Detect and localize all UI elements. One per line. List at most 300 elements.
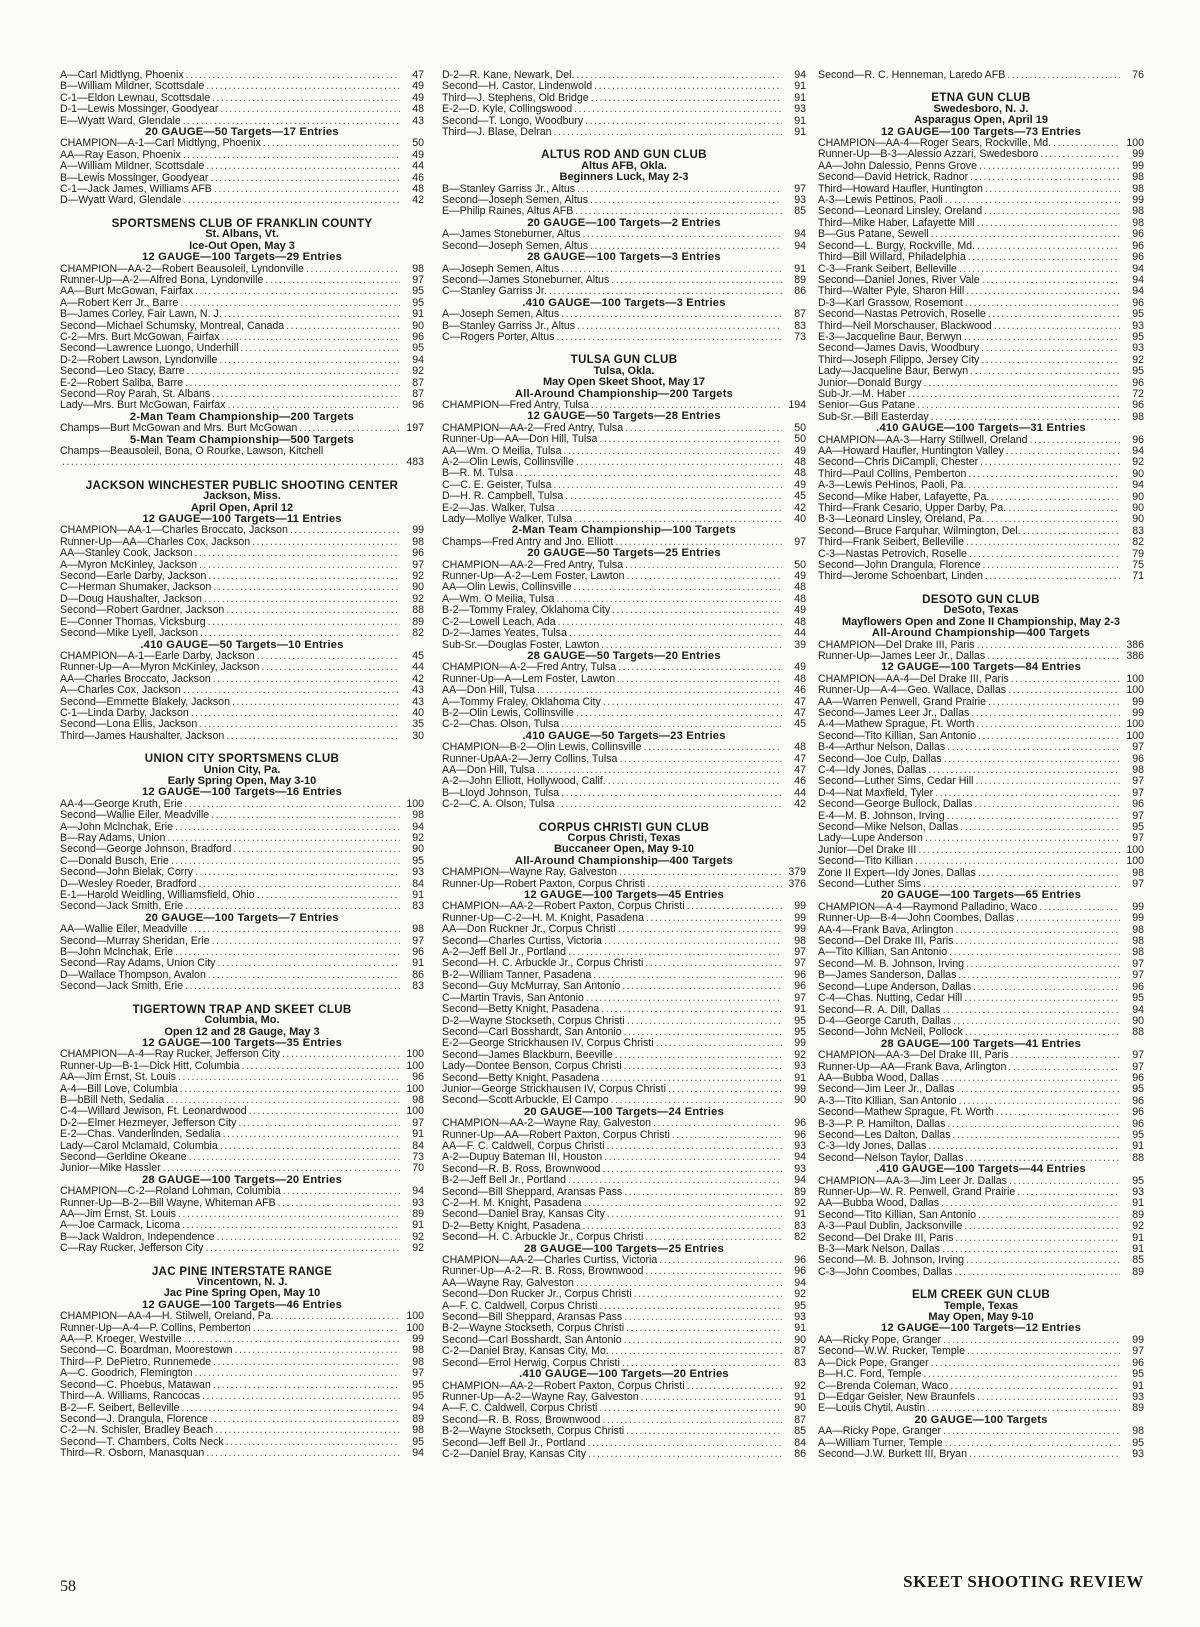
leader-dots <box>194 548 400 559</box>
leader-dots <box>602 1164 782 1175</box>
leader-dots <box>189 924 400 935</box>
event-heading: 5-Man Team Championship—500 Targets <box>129 434 355 446</box>
shooter-entry: Second—Michael Schumsky, Montreal, Canada <box>60 320 285 332</box>
shooter-entry: Runner-Up—A-2—Wayne Ray, Galveston <box>442 1391 639 1403</box>
shooter-entry: C-2—Mrs. Burt McGowan, Fairfax <box>60 331 220 343</box>
leader-dots <box>656 1038 782 1049</box>
score: 91 <box>412 309 424 321</box>
leader-dots <box>62 457 400 468</box>
leader-dots <box>966 959 1120 970</box>
shooter-entry: Runner-Up—A-2—Alfred Bona, Lyndonville <box>60 274 264 286</box>
leader-dots <box>624 1061 782 1072</box>
score: 98 <box>1132 411 1144 423</box>
result-row <box>818 229 1144 240</box>
result-row <box>442 1061 806 1072</box>
shooter-entry: Third—Mike Haber, Lafayette Mill <box>818 217 975 229</box>
club-name: SPORTSMENS CLUB OF FRANKLIN COUNTY <box>111 217 373 230</box>
shooter-entry: C-2—Lowell Leach, Ada <box>442 616 556 628</box>
result-row <box>60 1448 424 1459</box>
score: 95 <box>1132 366 1144 378</box>
shooter-entry: B—R. M. Tulsa <box>442 468 514 480</box>
shooter-entry: A—Carl Midtlyng, Phoenix <box>60 70 184 81</box>
leader-dots <box>282 1049 400 1060</box>
score: 99 <box>794 924 806 936</box>
shooter-entry: Second—J.W. Burkett III, Bryan <box>818 1448 967 1460</box>
event-subheading: St. Albans, Vt. <box>205 229 279 241</box>
score: 96 <box>1132 1072 1144 1084</box>
shooter-entry: CHAMPION—A-4—Ray Rucker, Jefferson City <box>60 1049 280 1061</box>
shooter-entry: CHAMPION—AA-2—Robert Beausoleil, Lyndonville <box>60 263 304 275</box>
score: 49 <box>412 92 424 104</box>
shooter-entry: Second—Daniel Jones, River Vale <box>818 274 980 286</box>
score: 95 <box>1132 331 1144 343</box>
result-row <box>818 1141 1144 1152</box>
club-name: JACKSON WINCHESTER PUBLIC SHOOTING CENTER <box>85 479 399 492</box>
result-row <box>60 93 424 104</box>
score: 95 <box>412 343 424 355</box>
shooter-entry: CHAMPION—AA-2—Fred Antry, Tulsa <box>442 559 624 571</box>
result-row <box>442 468 806 479</box>
result-row <box>818 833 1144 844</box>
result-row <box>60 81 424 92</box>
result-row <box>60 617 424 628</box>
score: 98 <box>1132 764 1144 776</box>
shooter-entry: D-4—George Caruth, Dallas <box>818 1015 952 1027</box>
score: 91 <box>794 1072 806 1084</box>
score: 91 <box>1132 1380 1144 1392</box>
score: 83 <box>1132 525 1144 537</box>
score: 97 <box>794 947 806 959</box>
result-row <box>60 628 424 639</box>
leader-dots <box>644 742 782 753</box>
shooter-entry: Second—T. Longo, Woodbury <box>442 115 584 127</box>
shooter-entry: A—C. Goodrich, Flemington <box>60 1368 193 1380</box>
result-row <box>442 947 806 958</box>
score: 95 <box>1132 1175 1144 1187</box>
leader-dots <box>908 389 1120 400</box>
event-subheading: Beginners Luck, May 2-3 <box>559 172 689 184</box>
shooter-entry: B—William Mildner, Scottsdale <box>60 81 205 93</box>
result-row <box>442 241 806 252</box>
result-row <box>60 116 424 127</box>
result-row <box>442 765 806 776</box>
score: 93 <box>1132 1391 1144 1403</box>
result-row <box>818 206 1144 217</box>
score: 197 <box>406 423 424 435</box>
leader-dots <box>942 1005 1120 1016</box>
magazine-title: SKEET SHOOTING REVIEW <box>903 1572 1144 1591</box>
event-subheading: Tulsa, Okla. <box>593 365 655 377</box>
score: 49 <box>794 662 806 674</box>
leader-dots <box>1023 526 1120 537</box>
result-row <box>60 1186 424 1197</box>
score: 96 <box>794 1266 806 1278</box>
event-heading: 2-Man Team Championship—200 Targets <box>129 411 355 423</box>
leader-dots <box>687 1381 782 1392</box>
result-row <box>60 548 424 559</box>
leader-dots <box>624 1027 782 1038</box>
leader-dots <box>975 776 1120 787</box>
event-heading: 12 GAUGE—100 Targets—73 Entries <box>881 126 1081 138</box>
result-row <box>442 1209 806 1220</box>
shooter-entry: Second—Carl Bosshardt, San Antonio <box>442 1334 622 1346</box>
score: 97 <box>412 274 424 286</box>
shooter-entry: CHAMPION—AA-2—Charles Curtiss, Victoria <box>442 1255 658 1267</box>
page-number: 58 <box>60 1578 76 1595</box>
leader-dots <box>947 811 1120 822</box>
shooter-entry: Third—Frank Cesario, Upper Darby, Pa. <box>818 503 1007 515</box>
shooter-entry: CHAMPION—Wayne Ray, Galveston <box>442 867 617 879</box>
score: 45 <box>412 650 424 662</box>
score: 96 <box>412 1072 424 1084</box>
shooter-entry: Second—Nelson Taylor, Dallas <box>818 1152 964 1164</box>
score: 47 <box>794 707 806 719</box>
result-row <box>442 286 806 297</box>
shooter-entry: Third—Bill Willard, Philadelphia <box>818 252 966 264</box>
shooter-entry: Second—Mike Nelson, Dallas <box>818 822 959 833</box>
score: 96 <box>1132 240 1144 252</box>
leader-dots <box>261 662 400 673</box>
score: 100 <box>406 1060 424 1072</box>
score: 42 <box>412 673 424 685</box>
score: 92 <box>1132 457 1144 469</box>
result-row <box>818 913 1144 924</box>
leader-dots <box>232 697 400 708</box>
result-row <box>442 981 806 992</box>
event-heading: 12 GAUGE—100 Targets—35 Entries <box>142 1037 342 1049</box>
shooter-entry: CHAMPION—AA-2—Robert Paxton, Corpus Christi <box>442 1380 685 1392</box>
leader-dots <box>923 879 1120 890</box>
score: 99 <box>1132 1334 1144 1346</box>
event-subheading: Early Spring Open, May 3-10 <box>167 775 317 787</box>
event-heading: 12 GAUGE—100 Targets—45 Entries <box>524 890 724 902</box>
score: 70 <box>412 1163 424 1175</box>
result-row <box>818 845 1144 856</box>
event-heading: 28 GAUGE—100 Targets—41 Entries <box>881 1038 1081 1050</box>
leader-dots <box>923 1369 1120 1380</box>
shooter-entry: Lady—Mollye Walker, Tulsa <box>442 514 573 526</box>
leader-dots <box>970 366 1120 377</box>
score: 95 <box>412 1436 424 1448</box>
result-row <box>442 1255 806 1266</box>
score: 71 <box>1132 571 1144 583</box>
result-row <box>442 1004 806 1015</box>
result-row <box>818 492 1144 503</box>
score: 48 <box>794 742 806 754</box>
shooter-entry: B—John Mclnchak, Erie <box>60 947 174 959</box>
result-row <box>60 662 424 673</box>
result-row <box>442 674 806 685</box>
leader-dots <box>206 81 400 92</box>
score: 89 <box>412 1209 424 1220</box>
result-row <box>818 321 1144 332</box>
score: 90 <box>794 1095 806 1107</box>
leader-dots <box>627 1016 782 1027</box>
shooter-entry: E-4—M. B. Johnson, Irving <box>818 810 945 822</box>
shooter-entry: C-2—Daniel Bray, Kansas City <box>442 1448 587 1460</box>
shooter-entry: A—John Mclnchak, Erie <box>60 821 174 833</box>
result-row <box>60 355 424 366</box>
result-row <box>818 503 1144 514</box>
score: 50 <box>412 138 424 150</box>
shooter-entry: C-2—Chas. Olson, Tulsa <box>442 719 560 731</box>
result-row <box>818 355 1144 366</box>
result-row <box>442 1415 806 1426</box>
result-row <box>60 981 424 992</box>
score: 99 <box>794 1038 806 1050</box>
shooter-entry: D—Doug Haushalter, Jackson <box>60 593 202 605</box>
score: 99 <box>794 1083 806 1095</box>
leader-dots <box>918 845 1120 856</box>
score: 95 <box>412 297 424 309</box>
score: 48 <box>794 468 806 480</box>
leader-dots <box>980 457 1120 468</box>
shooter-entry: AA—Don Ruckner Jr., Corpus Christi <box>442 924 616 936</box>
result-row <box>60 1232 424 1243</box>
leader-dots <box>556 594 782 605</box>
shooter-entry: A-3—Tito Killian, San Antonio <box>818 1095 957 1107</box>
result-row <box>60 525 424 536</box>
leader-dots <box>1006 446 1120 457</box>
leader-dots <box>557 503 782 514</box>
shooter-entry: C-3—Idy Jones, Dallas <box>818 1141 927 1153</box>
leader-dots <box>618 924 782 935</box>
result-row <box>818 719 1144 730</box>
event-subheading: Columbia, Mo. <box>204 1015 280 1027</box>
score: 83 <box>794 320 806 332</box>
result-row <box>818 1005 1144 1016</box>
leader-dots <box>608 776 782 787</box>
score: 95 <box>794 1026 806 1038</box>
shooter-entry: Runner-Up—AA—Robert Paxton, Corpus Christi <box>442 1129 670 1141</box>
shooter-entry: Second—Nastas Petrovich, Roselle <box>818 309 986 321</box>
score: 48 <box>794 593 806 605</box>
result-row <box>818 400 1144 411</box>
score: 92 <box>412 571 424 583</box>
leader-dots <box>167 833 400 844</box>
result-row <box>818 1381 1144 1392</box>
result-row <box>442 332 806 343</box>
leader-dots <box>576 1278 782 1289</box>
shooter-entry: Second—W.W. Rucker, Temple <box>818 1346 965 1358</box>
result-row <box>442 958 806 969</box>
shooter-entry: Third—Neil Morschauser, Blackwood <box>818 320 992 332</box>
score: 90 <box>1132 503 1144 515</box>
result-row <box>60 161 424 172</box>
shooter-entry: A-4—Bill Love, Columbia <box>60 1083 178 1095</box>
event-subheading: Temple, Texas <box>943 1300 1019 1312</box>
shooter-entry: Third—Walter Pyle, Sharon Hill <box>818 286 965 298</box>
event-heading: 12 GAUGE—100 Targets—16 Entries <box>142 787 342 799</box>
result-row <box>818 1369 1144 1380</box>
score: 97 <box>1132 1061 1144 1073</box>
leader-dots <box>252 537 400 548</box>
leader-dots <box>299 423 400 434</box>
score: 93 <box>794 1163 806 1175</box>
result-row <box>818 697 1144 708</box>
leader-dots <box>976 719 1120 730</box>
shooter-entry: Second—John McNeil, Pollock <box>818 1027 963 1039</box>
score: 97 <box>1132 833 1144 845</box>
leader-dots <box>986 514 1120 525</box>
leader-dots <box>599 1403 782 1414</box>
leader-dots <box>968 480 1120 491</box>
score: 98 <box>412 263 424 275</box>
score: 90 <box>1132 491 1144 503</box>
score: 43 <box>412 685 424 697</box>
score: 100 <box>1126 844 1144 856</box>
result-row <box>442 127 806 138</box>
score: 49 <box>794 571 806 583</box>
score: 95 <box>412 855 424 867</box>
shooter-entry: Second—Jeff Bell Jr., Portland <box>442 1437 586 1449</box>
event-heading: .410 GAUGE—100 Targets—31 Entries <box>876 423 1086 435</box>
leader-dots <box>599 1301 782 1312</box>
shooter-entry: Runner-Up—B-1—Dick Hitt, Columbia <box>60 1060 240 1072</box>
leader-dots <box>199 719 400 730</box>
shooter-entry: Second—H. Castor, Lindenwold <box>442 81 593 93</box>
shooter-entry: CHAMPION—AA-3—Harry Stillwell, Oreland <box>818 434 1028 446</box>
score: 44 <box>794 628 806 640</box>
score: 99 <box>1132 696 1144 708</box>
result-row <box>60 605 424 616</box>
result-row <box>60 138 424 149</box>
event-heading: .410 GAUGE—50 Targets—23 Entries <box>522 730 726 742</box>
leader-dots <box>175 822 400 833</box>
shooter-entry: Second—C. Phoebus, Matawan <box>60 1379 211 1391</box>
leader-dots <box>199 560 400 571</box>
result-row <box>442 457 806 468</box>
shooter-entry: Second—R. B. Ross, Brownwood <box>442 1414 601 1426</box>
score: 100 <box>1126 685 1144 697</box>
event-heading: 20 GAUGE—100 Targets—24 Entries <box>524 1106 724 1118</box>
shooter-entry: Second—Tito Killian <box>818 856 913 868</box>
shooter-entry: AA—Burt McGowan, Fairfax <box>60 286 194 298</box>
result-row <box>60 1368 424 1379</box>
shooter-entry: Second—Errol Herwig, Corpus Christi <box>442 1357 620 1369</box>
result-row <box>818 1096 1144 1107</box>
leader-dots <box>276 1311 400 1322</box>
score: 93 <box>794 1061 806 1073</box>
leader-dots <box>198 879 400 890</box>
shooter-entry: Second—Luther Sims, Cedar Hill <box>818 776 974 788</box>
shooter-entry: A-3—Paul Dublin, Jacksonville <box>818 1221 963 1233</box>
shooter-entry: C-3—John Coombes, Dallas <box>818 1266 953 1278</box>
shooter-entry: Second—Don Rucker Jr., Corpus Christi <box>442 1289 632 1301</box>
leader-dots <box>213 1357 400 1368</box>
event-subheading: May Open Skeet Shoot, May 17 <box>543 377 705 389</box>
result-row <box>818 469 1144 480</box>
result-row <box>818 172 1144 183</box>
result-row <box>60 810 424 821</box>
shooter-entry: C-3—Nastas Petrovich, Roselle <box>818 548 967 560</box>
leader-dots <box>515 468 782 479</box>
result-row <box>60 1357 424 1368</box>
leader-dots <box>974 799 1120 810</box>
shooter-entry: Second—H. C. Arbuckle Jr., Corpus Christi <box>442 1232 644 1244</box>
leader-dots <box>574 514 782 525</box>
shooter-entry: Lady—Jacqueline Baur, Berwyn <box>818 366 969 378</box>
score: 95 <box>1132 1437 1144 1449</box>
score: 92 <box>412 593 424 605</box>
leader-dots <box>222 332 400 343</box>
shooter-entry: Second—M. B. Johnson, Irving <box>818 1255 965 1267</box>
shooter-entry: A—Joe Carmack, Licoma <box>60 1220 181 1232</box>
leader-dots <box>647 879 782 890</box>
shooter-entry: E-2—Chas. Vanderlinden, Sedalia <box>60 1129 221 1141</box>
leader-dots <box>917 400 1120 411</box>
score: 99 <box>1132 901 1144 913</box>
event-heading: .410 GAUGE—100 Targets—20 Entries <box>519 1369 729 1381</box>
leader-dots <box>568 947 782 958</box>
shooter-entry: Second—R. A. Dill, Dallas <box>818 1004 941 1016</box>
leader-dots <box>619 867 782 878</box>
score: 90 <box>1132 1015 1144 1027</box>
result-row <box>60 184 424 195</box>
shooter-entry: Runner-Up—W. R. Penwell, Grand Prairie <box>818 1187 1016 1198</box>
score: 75 <box>1132 560 1144 572</box>
score: 48 <box>412 184 424 196</box>
shooter-entry: Third—J. Blase, Delran <box>442 127 552 139</box>
score: 93 <box>412 1197 424 1209</box>
score: 376 <box>788 878 806 890</box>
leader-dots <box>166 1095 400 1106</box>
leader-dots <box>953 1130 1121 1141</box>
leader-dots <box>945 195 1120 206</box>
score: 99 <box>1132 913 1144 925</box>
leader-dots <box>226 1437 400 1448</box>
leader-dots <box>189 1152 400 1163</box>
leader-dots <box>965 298 1120 309</box>
leader-dots <box>223 1129 400 1140</box>
leader-dots <box>964 993 1120 1004</box>
event-heading: 28 GAUGE—100 Targets—20 Entries <box>142 1174 342 1186</box>
leader-dots <box>668 1084 782 1095</box>
result-row <box>818 571 1144 582</box>
event-heading: 12 GAUGE—100 Targets—11 Entries <box>142 514 342 526</box>
result-row <box>442 776 806 787</box>
score: 94 <box>794 70 806 81</box>
result-row <box>818 856 1144 867</box>
score: 47 <box>794 753 806 765</box>
score: 91 <box>794 92 806 104</box>
leader-dots <box>202 1391 400 1402</box>
results-column-3 <box>818 70 1144 1460</box>
leader-dots <box>653 1118 782 1129</box>
event-heading: 28 GAUGE—100 Targets—25 Entries <box>524 1243 724 1255</box>
leader-dots <box>565 491 782 502</box>
score: 91 <box>1132 1244 1144 1256</box>
leader-dots <box>988 309 1120 320</box>
score: 96 <box>412 331 424 343</box>
result-row <box>442 70 806 81</box>
leader-dots <box>257 651 400 662</box>
shooter-entry: AA—Howard Haufler, Huntington Valley <box>818 446 1004 457</box>
leader-dots <box>180 1084 400 1095</box>
event-subheading: Vincentown, N. J. <box>196 1277 288 1289</box>
shooter-entry: C—Martin Travis, San Antonio <box>442 992 584 1004</box>
event-heading: 28 GAUGE—100 Targets—3 Entries <box>527 252 721 264</box>
result-row <box>818 993 1144 1004</box>
shooter-entry: A—William Mildner, Scottsdale <box>60 161 205 173</box>
shooter-entry: B-4—Arthur Nelson, Dallas <box>818 742 946 754</box>
score: 97 <box>794 183 806 195</box>
shooter-entry: CHAMPION—A-4—Raymond Palladino, Waco <box>818 901 1038 913</box>
score: 98 <box>1132 947 1144 959</box>
result-row <box>60 958 424 969</box>
score: 96 <box>1132 377 1144 389</box>
event-subheading: DeSoto, Texas <box>943 605 1019 617</box>
